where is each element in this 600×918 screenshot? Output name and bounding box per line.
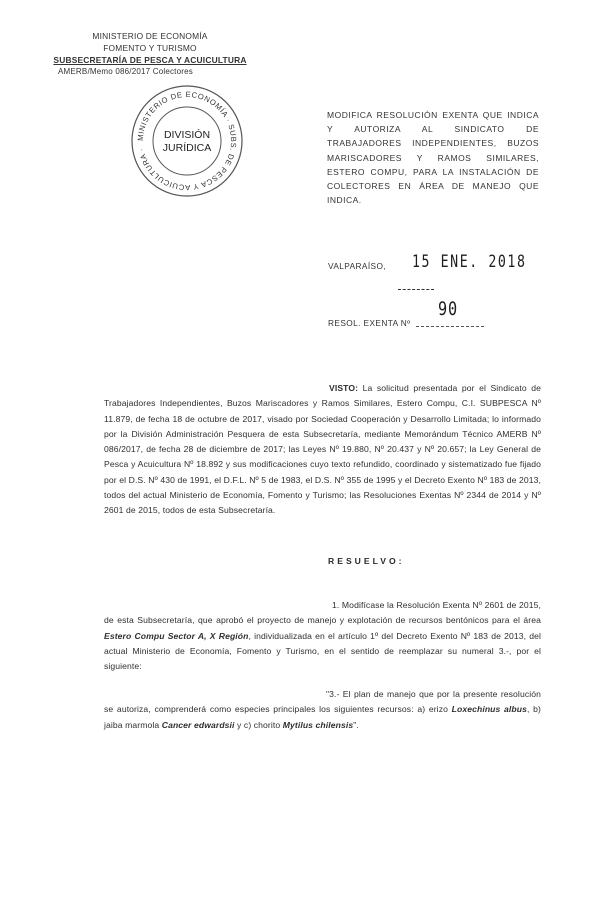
place-city: VALPARAÍSO, bbox=[328, 261, 387, 271]
letterhead-ministry-2: FOMENTO Y TURISMO bbox=[103, 43, 197, 53]
management-area-name: Estero Compu Sector A, X Región bbox=[104, 630, 249, 641]
numeral-3-text-pre: "3.- El plan de manejo que por la presente resolución se autoriza, comprenderá como especies principales los siguientes recursos: a) erizo bbox=[104, 689, 541, 715]
letterhead-undersecretariat: SUBSECRETARÍA DE PESCA Y ACUICULTURA bbox=[53, 55, 247, 65]
stamp-center-line2: JURÍDICA bbox=[162, 142, 212, 154]
letterhead-ministry: MINISTERIO DE ECONOMÍA bbox=[92, 31, 208, 41]
species-1: Loxechinus albus bbox=[451, 704, 527, 715]
number-dash-marks bbox=[398, 289, 434, 290]
visto-paragraph bbox=[104, 381, 541, 519]
numeral-3-text-mid2: y c) chorito bbox=[234, 719, 283, 730]
resolution-summary: MODIFICA RESOLUCIÓN EXENTA QUE INDICA Y AUTORIZA AL SINDICATO DE TRABAJADORES INDEPENDIENTES, BUZOS MARISCADORES Y RAMOS SIMILARES, ESTERO COMPU, PARA LA INSTALACIÓN DE COLECTORES EN ÁREA DE MANEJO QUE INDICA. bbox=[327, 110, 539, 206]
stamp-ring-text: MINISTERIO DE ECONOMÍA · SUBS. DE PESCA Y ACUICULTURA · bbox=[135, 89, 239, 193]
resolution-number-label: RESOL. EXENTA Nº bbox=[328, 318, 411, 328]
number-underline bbox=[416, 326, 484, 327]
species-2: Cancer edwardsii bbox=[161, 719, 235, 730]
numeral-3-paragraph bbox=[104, 687, 541, 733]
numeral-3-text-post: ". bbox=[353, 719, 359, 730]
memo-reference: AMERB/Memo 086/2017 Colectores bbox=[58, 67, 193, 76]
resolution-number: 90 bbox=[438, 298, 458, 320]
legal-division-stamp bbox=[128, 82, 246, 200]
numeral-3-text-mid1: , b) jaiba marmola bbox=[104, 704, 541, 730]
visto-text: La solicitud presentada por el Sindicato de Trabajadores Independientes, Buzos Mariscadores y Ramos Similares, Estero Compu, C.I. SUBPESCA Nº 11.879, de fecha 18 de octubre de 2017, visado por Sociedad Cooperación y Desarrollo Limitada; lo informado por la División Administración Pesquera de esta Subsecretaría, mediante Memorándum Técnico AMERB Nº 086/2017, de fecha 28 de diciembre de 2017; las Leyes Nº 19.880, Nº 20.437 y Nº 20.657; la Ley General de Pesca y Acuicultura Nº 18.892 y sus modificaciones cuyo texto refundido, coordinado y sistematizado fue fijado por el D.S. Nº 430 de 1991, el D.F.L. Nº 5 de 1983, el D.S. Nº 355 de 1995 y el Decreto Exento Nº 183 de 2013, todos del actual Ministerio de Economía, Fomento y Turismo; las Resoluciones Exentas Nº 2344 de 2014 y Nº 2601 de 2015, todos de esta Subsecretaría. bbox=[104, 383, 541, 516]
letterhead bbox=[50, 30, 250, 78]
resolution-date-stamp: 15 ENE. 2018 bbox=[412, 252, 527, 272]
article-1-paragraph bbox=[104, 598, 541, 674]
visto-label: VISTO: bbox=[329, 383, 359, 393]
article-1-text-post: , individualizada en el artículo 1º del Decreto Exento Nº 183 de 2013, del actual Ministerio de Economía, Fomento y Turismo, en el sentido de reemplazar su numeral 3.-, por el siguiente: bbox=[104, 630, 541, 672]
resuelvo-heading: RESUELVO: bbox=[328, 556, 405, 566]
article-1-text-pre: 1. Modifícase la Resolución Exenta Nº 2601 de 2015, de esta Subsecretaría, que aprobó el proyecto de manejo y explotación de recursos bentónicos para el área bbox=[104, 600, 541, 626]
stamp-center-line1: DIVISIÓN bbox=[163, 129, 211, 141]
species-3: Mytilus chilensis bbox=[282, 719, 354, 730]
